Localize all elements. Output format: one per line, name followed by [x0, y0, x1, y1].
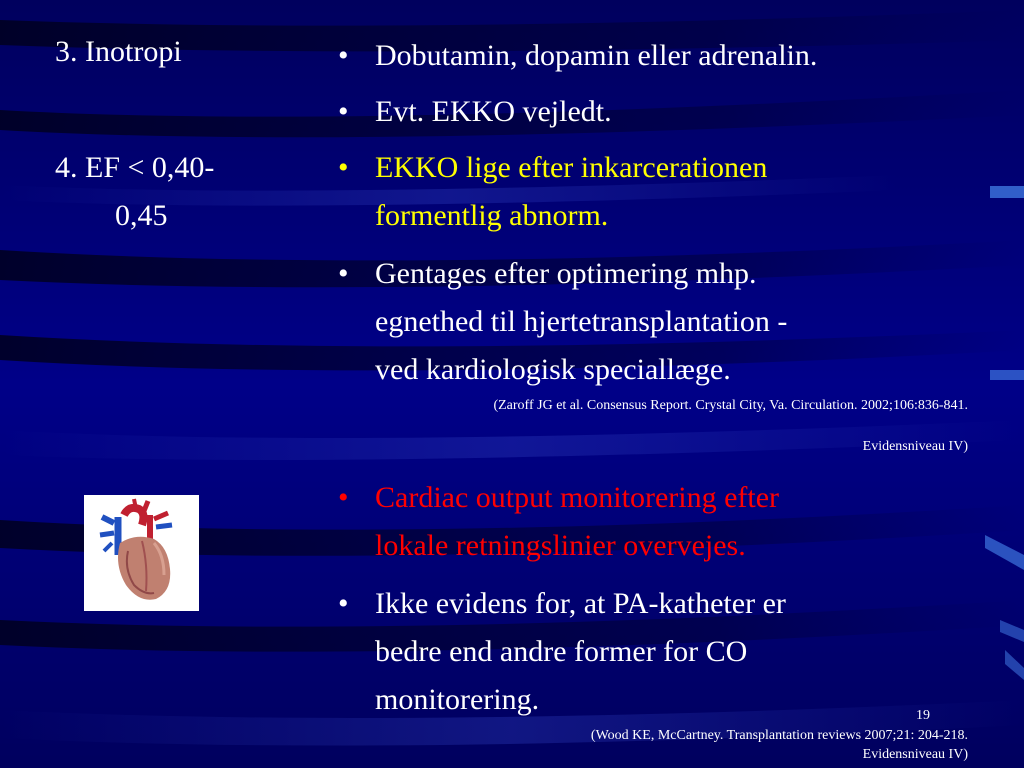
section-4-ef-line1: 4. EF < 0,40- [55, 151, 215, 184]
bullet-ekko-vejledt: • Evt. EKKO vejledt. [338, 95, 612, 128]
page-number: 19 [916, 708, 930, 723]
reference-zaroff: (Zaroff JG et al. Consensus Report. Crystal City, Va. Circulation. 2002;106:836-841. [493, 398, 968, 413]
reference-wood-evidence: Evidensniveau IV) [862, 747, 968, 762]
reference-zaroff-evidence: Evidensniveau IV) [862, 439, 968, 454]
bullet-cardiac-output: • Cardiac output monitorering efter lokale retningslinier overvejes. [338, 481, 780, 562]
bullet-dobutamin: • Dobutamin, dopamin eller adrenalin. [338, 39, 818, 72]
section-4-ef-line2: 0,45 [115, 199, 168, 232]
bullet-pa-katheter: • Ikke evidens for, at PA-katheter er bedre end andre former for CO monitorering. [338, 587, 786, 716]
heart-illustration-icon [84, 495, 199, 611]
reference-wood: (Wood KE, McCartney. Transplantation reviews 2007;21: 204-218. [590, 728, 968, 743]
section-3-inotropi: 3. Inotropi [55, 35, 182, 68]
bullet-ekko-inkarceration: • EKKO lige efter inkarcerationen formentlig abnorm. [338, 151, 768, 232]
bullet-gentages: • Gentages efter optimering mhp. egnethed til hjertetransplantation - ved kardiologisk speciallæge. [338, 257, 788, 386]
